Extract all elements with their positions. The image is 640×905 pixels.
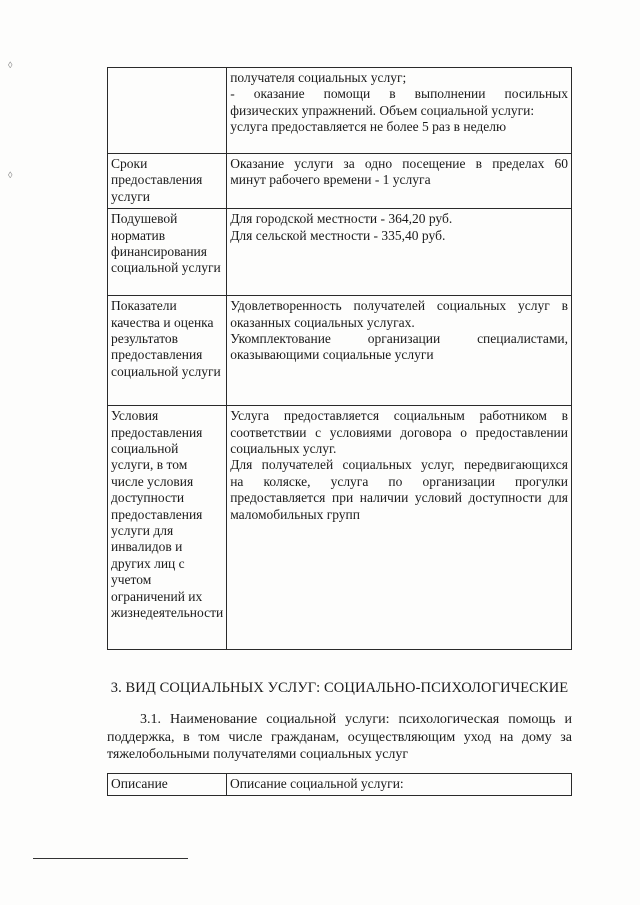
row-content-line: Укомплектование организации специалистами, (230, 331, 568, 347)
row-content-line: предоставляется при наличии условий доступности для (230, 490, 568, 506)
scan-mark: ◊ (8, 170, 13, 180)
row-content-line: оказанных социальных услугах. (230, 314, 415, 330)
row-content-line: Для получателей социальных услуг, передвигающихся (230, 457, 568, 473)
service-name-line: 3.1. Наименование социальной услуги: психологическая помощь и (140, 712, 572, 727)
row-content-line: на коляске, услуга по организации прогулки (230, 473, 568, 489)
service-table-bottom (107, 773, 572, 796)
table-row (108, 774, 572, 796)
row-content-line: минут рабочего времени - 1 услуга (230, 172, 431, 188)
row-content-line: Удовлетворенность получателей социальных услуг в (230, 298, 568, 314)
row-label: Условия предоставления социальной услуги, в том числе условия доступности предоставления услуги для инвалидов и других лиц с учетом ограничений их жизнедеятельности (108, 406, 227, 650)
row-content-line: маломобильных групп (230, 506, 361, 522)
row-content-line: соответствии с условиями договора о предоставлении (230, 424, 568, 440)
row-content (227, 68, 572, 154)
table-row (108, 406, 572, 650)
service-table-body (108, 68, 572, 650)
row-content-line: Оказание услуги за одно посещение в пределах 60 (230, 156, 568, 171)
footnote-divider (33, 858, 188, 859)
section-heading: 3. ВИД СОЦИАЛЬНЫХ УСЛУГ: СОЦИАЛЬНО-ПСИХОЛОГИЧЕСКИЕ (110, 680, 569, 696)
row-label (108, 68, 227, 154)
row-content-line: социальных услуг. (230, 441, 337, 457)
row-content-line: Услуга предоставляется социальным работником в (230, 408, 568, 424)
row-content (227, 154, 572, 209)
service-name-paragraph (107, 711, 572, 764)
table-row (108, 209, 572, 296)
row-content-line: физических упражнений. Объем социальной услуги: (230, 102, 535, 118)
row-content: Описание социальной услуги: (227, 774, 572, 796)
row-content-line: Для городской местности - 364,20 руб. (230, 211, 453, 227)
row-content-line: получателя социальных услуг; (230, 70, 407, 85)
row-content-line: услуга предоставляется не более 5 раз в неделю (230, 119, 507, 135)
service-name-line: тяжелобольными получателями социальных услуг (107, 747, 409, 762)
row-label: Показатели качества и оценка результатов предоставления социальной услуги (108, 296, 227, 406)
service-table-top (107, 67, 572, 650)
table-row (108, 296, 572, 406)
table-row (108, 68, 572, 154)
row-label: Подушевой норматив финансирования социальной услуги (108, 209, 227, 296)
table-row (108, 154, 572, 209)
service-name-line: поддержка, в том числе гражданам, осуществляющим уход на дому за (107, 729, 572, 745)
row-content (227, 406, 572, 650)
scan-mark: ◊ (8, 60, 13, 70)
row-content (227, 296, 572, 406)
row-content-line: - оказание помощи в выполнении посильных (230, 86, 568, 102)
row-label: Сроки предоставления услуги (108, 154, 227, 209)
row-label: Описание (108, 774, 227, 796)
row-content-line: оказывающими социальные услуги (230, 347, 434, 363)
row-content (227, 209, 572, 296)
row-content-line: Для сельской местности - 335,40 руб. (230, 227, 446, 243)
